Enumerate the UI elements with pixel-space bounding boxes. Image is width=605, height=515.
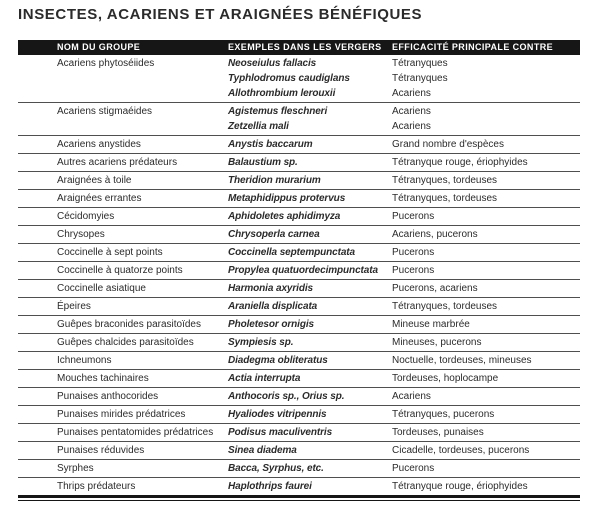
example-species: Pholetesor ornigis — [228, 319, 314, 330]
examples-cell — [228, 425, 392, 440]
group-name: Punaises mirides prédatrices — [57, 409, 186, 420]
table-row — [18, 298, 580, 316]
table-row — [18, 55, 580, 103]
table-row — [18, 208, 580, 226]
group-name: Guêpes braconides parasitoïdes — [57, 319, 201, 330]
examples-cell — [228, 389, 392, 404]
table-row — [18, 370, 580, 388]
group-cell — [18, 263, 228, 278]
examples-cell — [228, 155, 392, 170]
table-row — [18, 190, 580, 208]
target-pest: Pucerons, acariens — [392, 283, 478, 294]
example-species: Metaphidippus protervus — [228, 193, 346, 204]
example-species: Agistemus fleschneri — [228, 106, 328, 117]
group-cell — [18, 407, 228, 422]
table-row — [18, 442, 580, 460]
example-species: Sinea diadema — [228, 445, 297, 456]
table-row — [18, 406, 580, 424]
target-pest: Noctuelle, tordeuses, mineuses — [392, 355, 532, 366]
target-pest: Tétranyques, tordeuses — [392, 193, 498, 204]
targets-cell — [392, 443, 580, 458]
examples-cell — [228, 407, 392, 422]
examples-cell — [228, 137, 392, 152]
targets-cell — [392, 371, 580, 386]
targets-cell — [392, 191, 580, 206]
examples-cell — [228, 245, 392, 260]
table-body — [18, 55, 580, 495]
group-name: Ichneumons — [57, 355, 112, 366]
targets-cell — [392, 155, 580, 170]
examples-cell — [228, 353, 392, 368]
group-name: Punaises anthocorides — [57, 391, 159, 402]
group-cell — [18, 443, 228, 458]
group-name: Syrphes — [57, 463, 94, 474]
column-header-exemples: EXEMPLES DANS LES VERGERS — [228, 42, 382, 52]
examples-cell — [228, 227, 392, 242]
examples-cell — [228, 317, 392, 332]
table-row — [18, 226, 580, 244]
group-name: Punaises pentatomides prédatrices — [57, 427, 214, 438]
targets-cell — [392, 353, 580, 368]
example-species: Haplothrips faurei — [228, 481, 312, 492]
targets-cell — [392, 425, 580, 440]
example-species: Allothrombium lerouxii — [228, 88, 336, 99]
example-species: Propylea quatuordecimpunctata — [228, 265, 378, 276]
target-pest: Tétranyques, pucerons — [392, 409, 495, 420]
group-cell — [18, 299, 228, 314]
table-row — [18, 103, 580, 136]
group-cell — [18, 425, 228, 440]
examples-cell — [228, 461, 392, 476]
targets-cell — [392, 407, 580, 422]
example-species: Chrysoperla carnea — [228, 229, 320, 240]
target-pest: Pucerons — [392, 265, 435, 276]
table-row — [18, 154, 580, 172]
target-pest: Cicadelle, tordeuses, pucerons — [392, 445, 530, 456]
example-species: Bacca, Syrphus, etc. — [228, 463, 324, 474]
example-species: Anystis baccarum — [228, 139, 313, 150]
target-pest: Acariens, pucerons — [392, 229, 478, 240]
group-name: Thrips prédateurs — [57, 481, 136, 492]
target-pest: Pucerons — [392, 463, 435, 474]
page-title: INSECTES, ACARIENS ET ARAIGNÉES BÉNÉFIQUES — [18, 6, 423, 23]
target-pest: Grand nombre d'espèces — [392, 139, 504, 150]
examples-cell — [228, 371, 392, 386]
target-pest: Tordeuses, hoplocampe — [392, 373, 499, 384]
example-species: Balaustium sp. — [228, 157, 298, 168]
targets-cell — [392, 245, 580, 260]
example-species: Typhlodromus caudiglans — [228, 73, 350, 84]
table-row — [18, 262, 580, 280]
group-cell — [18, 209, 228, 224]
targets-cell — [392, 137, 580, 152]
example-species: Hyaliodes vitripennis — [228, 409, 327, 420]
example-species: Anthocoris sp., Orius sp. — [228, 391, 345, 402]
table-row — [18, 388, 580, 406]
group-name: Autres acariens prédateurs — [57, 157, 178, 168]
group-name: Acariens phytoséiides — [57, 58, 155, 69]
example-species: Theridion murarium — [228, 175, 321, 186]
targets-cell — [392, 317, 580, 332]
group-cell — [18, 245, 228, 260]
group-cell — [18, 479, 228, 494]
targets-cell — [392, 389, 580, 404]
targets-cell — [392, 335, 580, 350]
table-bottom-rule — [18, 495, 580, 501]
examples-cell — [228, 335, 392, 350]
target-pest: Acariens — [392, 121, 431, 132]
target-pest: Tétranyques — [392, 73, 448, 84]
target-pest: Pucerons — [392, 247, 435, 258]
group-cell — [18, 56, 228, 101]
target-pest: Mineuses, pucerons — [392, 337, 482, 348]
target-pest: Tétranyques, tordeuses — [392, 301, 498, 312]
group-cell — [18, 173, 228, 188]
targets-cell — [392, 56, 580, 101]
example-species: Aphidoletes aphidimyza — [228, 211, 341, 222]
group-cell — [18, 317, 228, 332]
table-header-row — [18, 40, 580, 55]
table-row — [18, 460, 580, 478]
examples-cell — [228, 173, 392, 188]
target-pest: Acariens — [392, 88, 431, 99]
target-pest: Tétranyques, tordeuses — [392, 175, 498, 186]
example-species: Sympiesis sp. — [228, 337, 294, 348]
examples-cell — [228, 479, 392, 494]
table-row — [18, 352, 580, 370]
example-species: Neoseiulus fallacis — [228, 58, 317, 69]
table-row — [18, 334, 580, 352]
example-species: Harmonia axyridis — [228, 283, 314, 294]
group-cell — [18, 335, 228, 350]
group-cell — [18, 227, 228, 242]
group-name: Coccinelle à quatorze points — [57, 265, 183, 276]
examples-cell — [228, 299, 392, 314]
group-name: Araignées errantes — [57, 193, 142, 204]
examples-cell — [228, 209, 392, 224]
example-species: Coccinella septempunctata — [228, 247, 355, 258]
targets-cell — [392, 104, 580, 134]
group-name: Cécidomyies — [57, 211, 115, 222]
table-row — [18, 424, 580, 442]
group-name: Araignées à toile — [57, 175, 132, 186]
targets-cell — [392, 461, 580, 476]
table-row — [18, 280, 580, 298]
examples-cell — [228, 191, 392, 206]
examples-cell — [228, 281, 392, 296]
examples-cell — [228, 56, 392, 101]
targets-cell — [392, 281, 580, 296]
example-species: Araniella displicata — [228, 301, 318, 312]
group-cell — [18, 371, 228, 386]
table-row — [18, 136, 580, 154]
target-pest: Tétranyques — [392, 58, 448, 69]
examples-cell — [228, 443, 392, 458]
example-species: Zetzellia mali — [228, 121, 289, 132]
column-header-efficacite: EFFICACITÉ PRINCIPALE CONTRE — [392, 42, 554, 52]
group-cell — [18, 155, 228, 170]
targets-cell — [392, 299, 580, 314]
target-pest: Acariens — [392, 391, 431, 402]
targets-cell — [392, 227, 580, 242]
targets-cell — [392, 173, 580, 188]
examples-cell — [228, 263, 392, 278]
table-row — [18, 244, 580, 262]
column-header-nom-du-groupe: NOM DU GROUPE — [57, 42, 141, 52]
target-pest: Mineuse marbrée — [392, 319, 470, 330]
group-cell — [18, 461, 228, 476]
target-pest: Acariens — [392, 106, 431, 117]
targets-cell — [392, 263, 580, 278]
example-species: Podisus maculiventris — [228, 427, 333, 438]
table-row — [18, 478, 580, 495]
targets-cell — [392, 479, 580, 494]
group-name: Coccinelle à sept points — [57, 247, 163, 258]
group-name: Punaises réduvides — [57, 445, 145, 456]
examples-cell — [228, 104, 392, 134]
group-cell — [18, 104, 228, 134]
group-name: Guêpes chalcides parasitoïdes — [57, 337, 194, 348]
target-pest: Tétranyque rouge, ériophyides — [392, 481, 528, 492]
group-cell — [18, 137, 228, 152]
group-name: Mouches tachinaires — [57, 373, 149, 384]
target-pest: Pucerons — [392, 211, 435, 222]
table-row — [18, 316, 580, 334]
group-name: Acariens stigmaéides — [57, 106, 153, 117]
target-pest: Tétranyque rouge, ériophyides — [392, 157, 528, 168]
group-cell — [18, 389, 228, 404]
group-name: Chrysopes — [57, 229, 105, 240]
beneficials-table — [18, 40, 580, 501]
table-row — [18, 172, 580, 190]
group-cell — [18, 191, 228, 206]
example-species: Diadegma obliteratus — [228, 355, 328, 366]
group-name: Acariens anystides — [57, 139, 141, 150]
example-species: Actia interrupta — [228, 373, 301, 384]
targets-cell — [392, 209, 580, 224]
group-name: Épeires — [57, 301, 91, 312]
group-cell — [18, 353, 228, 368]
group-name: Coccinelle asiatique — [57, 283, 146, 294]
target-pest: Tordeuses, punaises — [392, 427, 484, 438]
group-cell — [18, 281, 228, 296]
